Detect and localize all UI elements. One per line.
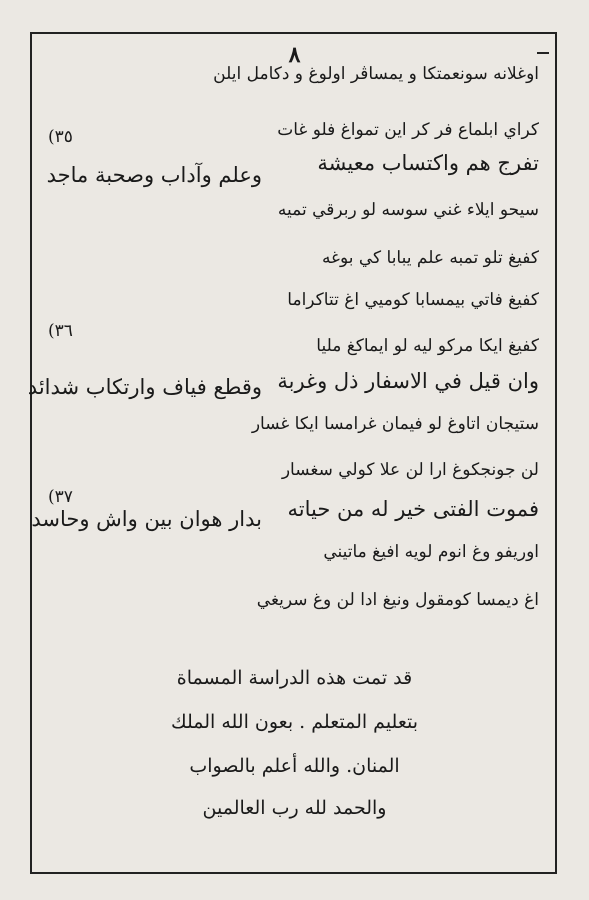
gloss-line-top: اوغلانه سونعمتكا و يمساڤر اولوغ و دكامل ايلن [213, 64, 539, 84]
gloss-line: كراي ابلماع فر كر اين تمواغ فلو غات [277, 120, 539, 140]
gloss-line: كفيغ تلو تمبه علم يبابا كي بوغه [321, 248, 539, 268]
page-number: ٨ [288, 42, 301, 68]
gloss-line: سيحو ايلاء غني سوسه لو ربرقي تميه [277, 200, 539, 220]
verse-35-second-hemistich: وعلم وآداب وصحبة ماجد [46, 163, 262, 187]
gloss-line: اوريفو وغ انوم لويه افيغ ماتيني [323, 542, 539, 562]
colophon-line: قد تمت هذه الدراسة المسماة [176, 667, 413, 689]
verse-36-second-hemistich: وقطع فياف وارتكاب شدائد [27, 375, 262, 399]
verse-35-first-hemistich: تفرج هم واكتساب معيشة [317, 151, 539, 175]
colophon-line: المنان. والله أعلم بالصواب [189, 755, 400, 777]
gloss-line: كفيغ ايكا مركو ليه لو ايماكغ مليا [316, 336, 539, 356]
verse-number-37: (٣٧ [48, 487, 73, 507]
verse-number-35: (٣٥ [48, 127, 73, 147]
verse-36-first-hemistich: وان قيل في الاسفار ذل وغربة [277, 369, 539, 393]
verse-number-36: (٣٦ [48, 321, 73, 341]
gloss-line: اغ ديمسا كومقول ونيغ ادا لن وغ سريغي [256, 590, 539, 610]
gloss-line: كفيغ فاتي بيمسابا كوميي اغ تتاكراما [287, 290, 539, 310]
gloss-line: لن جونجكوغ ارا لن علا كولي سغسار [281, 460, 539, 480]
verse-37-second-hemistich: بدار هوان بين واش وحاسد [31, 507, 262, 531]
verse-37-first-hemistich: فموت الفتى خير له من حياته [287, 497, 539, 521]
colophon-line: والحمد لله رب العالمين [202, 797, 387, 819]
colophon-line: بتعليم المتعلم . بعون الله الملك [170, 711, 419, 733]
gloss-line: ستيجان اتاوغ لو فيمان غرامسا ايكا غسار [251, 414, 539, 434]
